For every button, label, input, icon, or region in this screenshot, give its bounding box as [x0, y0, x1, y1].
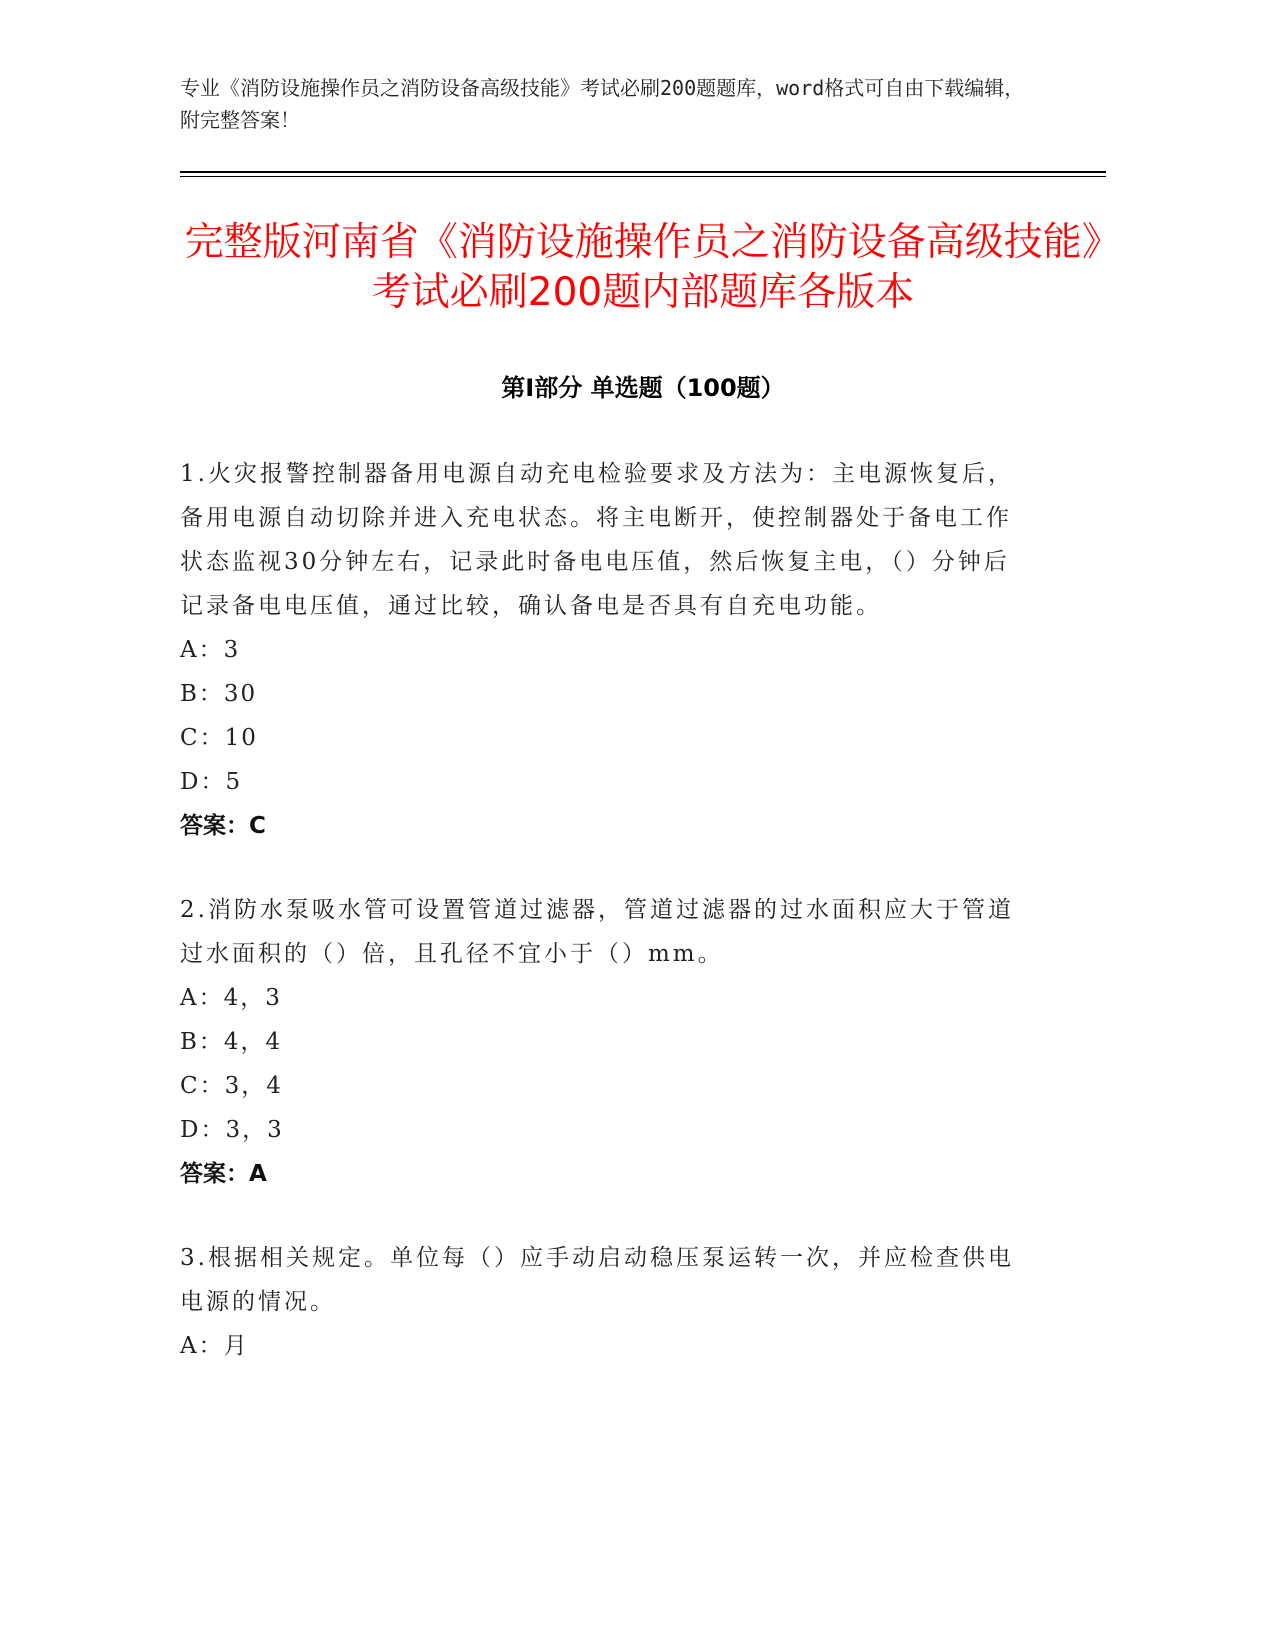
question-3 — [180, 1236, 1030, 1368]
question-list — [180, 452, 1030, 1408]
section-title: 第Ⅰ部分 单选题（100题） — [501, 374, 785, 402]
question-text: 1.火灾报警控制器备用电源自动充电检验要求及方法为：主电源恢复后，备用电源自动切除并进入充电状态。将主电断开，使控制器处于备电工作状态监视30分钟左右，记录此时备电电压值，然后恢复主电，（）分钟后记录备电电压值，通过比较，确认备电是否具有自充电功能。 — [180, 461, 1014, 619]
question-text: 2.消防水泵吸水管可设置管道过滤器，管道过滤器的过水面积应大于管道过水面积的（）倍，且孔径不宜小于（）mm。 — [180, 897, 1014, 967]
option-b: B：4，4 — [180, 1029, 283, 1055]
option-d: D：3，3 — [180, 1117, 284, 1143]
option-a: A：3 — [180, 637, 241, 663]
question-2 — [180, 888, 1030, 1196]
option-a: A：月 — [180, 1333, 249, 1359]
question-1 — [180, 452, 1030, 848]
question-text: 3.根据相关规定。单位每（）应手动启动稳压泵运转一次，并应检查供电电源的情况。 — [180, 1245, 1014, 1315]
header-note: 专业《消防设施操作员之消防设备高级技能》考试必刷200题题库，word格式可自由下载编辑，附完整答案！ — [180, 76, 1025, 132]
option-c: C：3，4 — [180, 1073, 283, 1099]
document-title: 完整版河南省《消防设施操作员之消防设备高级技能》考试必刷200题内部题库各版本 — [184, 220, 1102, 315]
header-divider-thick — [180, 171, 1106, 173]
option-a: A：4，3 — [180, 985, 282, 1011]
answer: 答案：C — [180, 813, 266, 839]
option-c: C：10 — [180, 725, 258, 751]
header-divider-thin — [180, 176, 1106, 177]
answer: 答案：A — [180, 1161, 267, 1187]
option-d: D：5 — [180, 769, 243, 795]
option-b: B：30 — [180, 681, 258, 707]
